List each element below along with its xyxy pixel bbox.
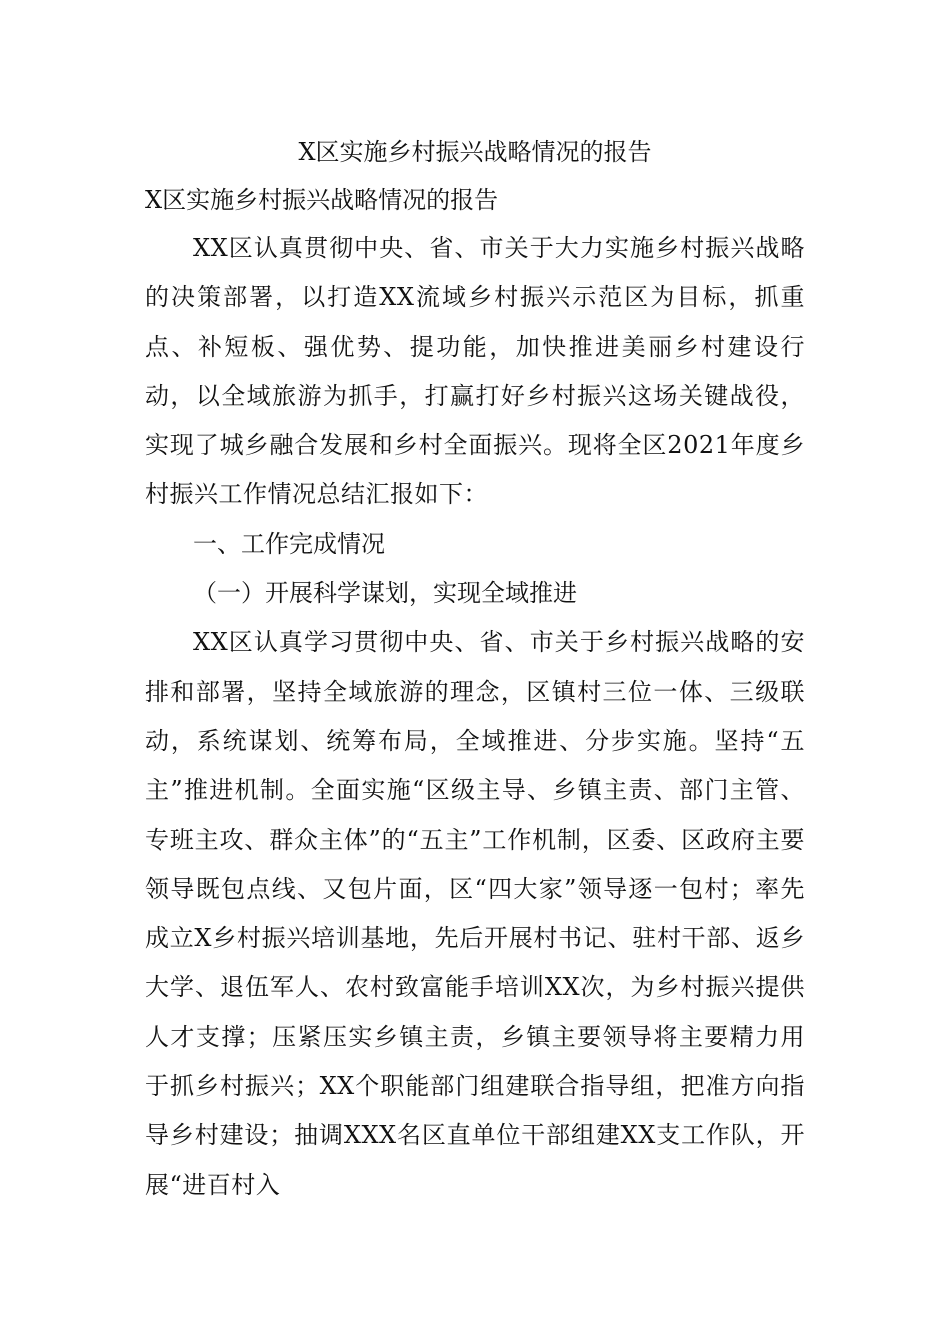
section-heading-1-1: （一）开展科学谋划，实现全域推进 [193, 579, 577, 608]
section-1-1-paragraph: XX区认真学习贯彻中央、省、市关于乡村振兴战略的安排和部署，坚持全域旅游的理念，区镇村三位一体、三级联动，系统谋划、统筹布局，全域推进、分步实施。坚持“五主”推进机制。全面实施“区级主导、乡镇主责、部门主管、专班主攻、群众主体”的“五主”工作机制，区委、区政府主要领导既包点线、又包片面，区“四大家”领导逐一包村；率先成立X乡村振兴培训基地，先后开展村书记、驻村干部、返乡大学、退伍军人、农村致富能手培训XX次，为乡村振兴提供人才支撑；压紧压实乡镇主责，乡镇主要领导将主要精力用于抓乡村振兴；XX个职能部门组建联合指导组，把准方向指导乡村建设；抽调XXX名区直单位干部组建XX支工作队，开展“进百村入 [145, 628, 805, 1199]
document-page [145, 128, 805, 1210]
intro-paragraph: XX区认真贯彻中央、省、市关于大力实施乡村振兴战略的决策部署，以打造XX流域乡村振兴示范区为目标，抓重点、补短板、强优势、提功能，加快推进美丽乡村建设行动，以全域旅游为抓手，打赢打好乡村振兴这场关键战役，实现了城乡融合发展和乡村全面振兴。现将全区2021年度乡村振兴工作情况总结汇报如下： [145, 234, 805, 509]
document-subtitle: X区实施乡村振兴战略情况的报告 [145, 186, 499, 214]
document-title: X区实施乡村振兴战略情况的报告 [298, 138, 652, 166]
section-heading-1: 一、工作完成情况 [193, 529, 385, 558]
